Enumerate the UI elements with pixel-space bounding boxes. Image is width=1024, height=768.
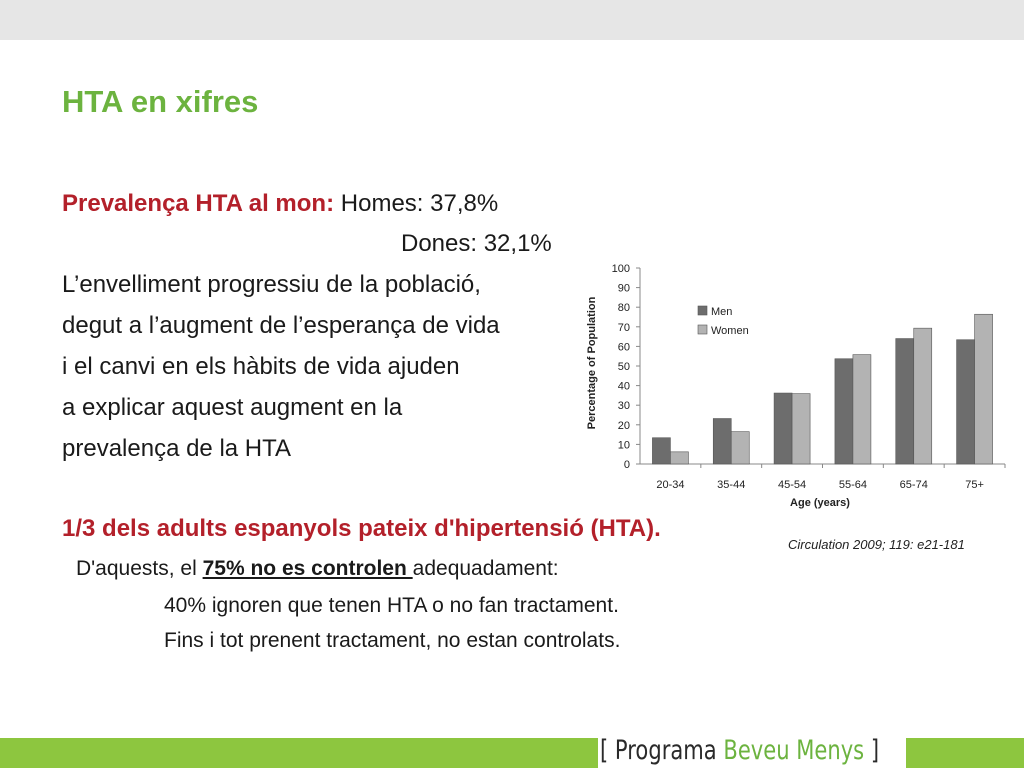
page-title: HTA en xifres (62, 84, 259, 119)
y-tick-label: 0 (623, 459, 630, 471)
x-tick-label: 45-54 (778, 479, 807, 491)
y-tick-label: 40 (617, 380, 630, 393)
y-tick-label: 80 (617, 302, 630, 315)
bar-men-45-54 (774, 393, 792, 464)
paragraph-line-2: degut a l’augment de l’esperança de vida (62, 312, 500, 339)
x-axis-label: Age (years) (790, 497, 850, 509)
paragraph-line-1: L’envelliment progressiu de la població, (62, 271, 481, 298)
detail-suffix: adequadament: (412, 557, 559, 580)
detail-emphasis: 75% no es controlen (202, 557, 413, 580)
bar-women-45-54 (792, 394, 810, 464)
paragraph-line-3: i el canvi en els hàbits de vida ajuden (62, 353, 460, 380)
bar-men-75+ (957, 340, 975, 464)
bar-women-20-34 (670, 452, 688, 464)
bar-women-55-64 (853, 355, 871, 464)
bar-men-20-34 (652, 438, 670, 464)
prevalence-line (62, 190, 498, 218)
y-tick-label: 60 (617, 341, 630, 354)
bar-women-75+ (975, 314, 993, 464)
x-tick-label: 75+ (965, 479, 984, 491)
brand-logo (600, 734, 880, 768)
y-tick-label: 10 (617, 439, 630, 452)
y-tick-label: 20 (617, 419, 630, 432)
prevalence-label: Prevalença HTA al mon: (62, 190, 335, 217)
y-tick-label: 100 (611, 263, 630, 275)
legend-swatch-women (698, 325, 707, 334)
legend-label-men: Men (711, 306, 733, 318)
age-prevalence-chart (580, 258, 1010, 516)
legend-swatch-men (698, 306, 707, 315)
brand-open: [ Programa (600, 735, 724, 766)
brand-highlight: Beveu Menys (723, 735, 865, 766)
sub-line-2: Fins i tot prenent tractament, no estan controlats. (164, 629, 621, 652)
y-tick-label: 90 (617, 282, 630, 295)
x-tick-label: 20-34 (656, 479, 685, 491)
bar-men-65-74 (896, 339, 914, 464)
y-tick-label: 50 (617, 361, 630, 373)
paragraph-line-4: a explicar aquest augment en la (62, 394, 403, 421)
bar-women-65-74 (914, 328, 932, 464)
women-prevalence: Dones: 32,1% (401, 230, 552, 257)
sub-line-1: 40% ignoren que tenen HTA o no fan tractament. (164, 594, 619, 617)
bar-women-35-44 (731, 432, 749, 464)
y-axis-label: Percentage of Population (586, 296, 598, 430)
paragraph-line-5: prevalença de la HTA (62, 435, 292, 462)
x-tick-label: 65-74 (899, 479, 928, 491)
y-tick-label: 70 (617, 321, 630, 334)
bar-men-35-44 (713, 419, 731, 464)
x-tick-label: 55-64 (838, 479, 867, 491)
bar-men-55-64 (835, 359, 853, 464)
detail-line (76, 557, 559, 581)
top-band (0, 0, 1024, 40)
men-prevalence: Homes: 37,8% (340, 190, 499, 217)
citation: Circulation 2009; 119: e21-181 (788, 537, 965, 552)
x-tick-label: 35-44 (717, 479, 746, 491)
brand-close: ] (864, 735, 880, 766)
legend-label-women: Women (711, 325, 749, 337)
detail-prefix: D'aquests, el (76, 557, 197, 580)
headline: 1/3 dels adults espanyols pateix d'hipertensió (HTA). (62, 515, 661, 542)
y-tick-label: 30 (617, 400, 630, 413)
